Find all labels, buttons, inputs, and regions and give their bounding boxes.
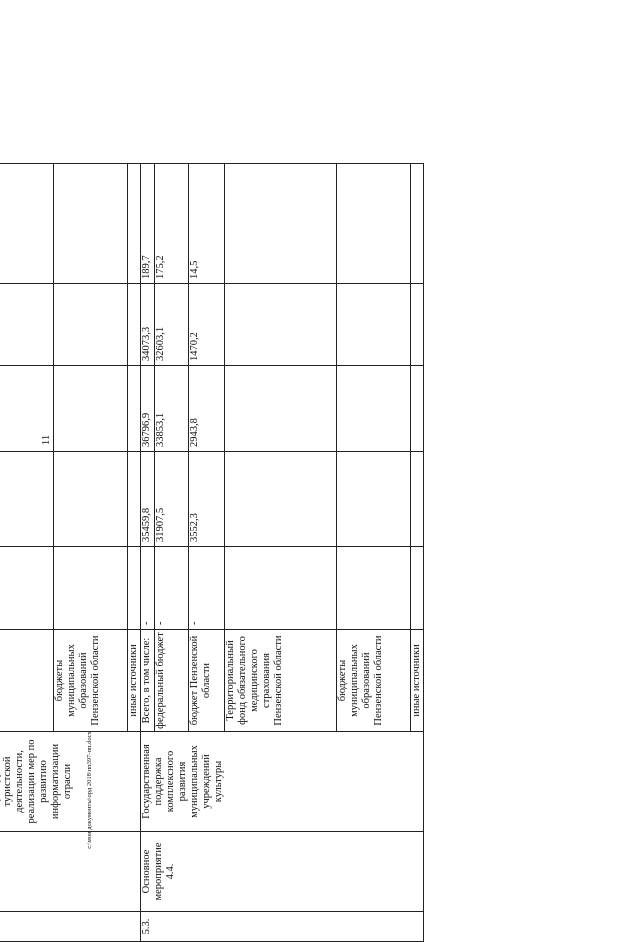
page-number: 11 bbox=[40, 434, 52, 446]
amount-cell bbox=[411, 164, 424, 284]
amount-cell: 34073,3 bbox=[141, 284, 155, 366]
amount-cell bbox=[0, 164, 54, 284]
amount-cell bbox=[128, 452, 141, 547]
amount-cell: - bbox=[141, 547, 155, 630]
funding-source: Всего, в том числе: bbox=[141, 630, 155, 732]
amount-cell: 36796,9 bbox=[141, 366, 155, 452]
amount-cell bbox=[225, 452, 337, 547]
amount-cell bbox=[411, 366, 424, 452]
amount-cell bbox=[128, 547, 141, 630]
amount-cell bbox=[337, 284, 411, 366]
amount-cell bbox=[411, 452, 424, 547]
funding-source: иные источники bbox=[128, 630, 141, 732]
financing-table bbox=[0, 163, 424, 942]
funding-source: бюджеты муниципальных образований Пензенской области bbox=[337, 630, 411, 732]
amount-cell: 14,5 bbox=[189, 164, 225, 284]
rotated-page bbox=[0, 164, 422, 942]
file-path-footer: c:\мои документы\орд 2018\пп397-пп.docx bbox=[86, 731, 93, 849]
amount-cell bbox=[225, 366, 337, 452]
amount-cell bbox=[128, 164, 141, 284]
amount-cell: 35459,8 bbox=[141, 452, 155, 547]
amount-cell bbox=[0, 452, 54, 547]
amount-cell: - bbox=[155, 547, 189, 630]
amount-cell bbox=[0, 366, 54, 452]
funding-source: иные источники bbox=[411, 630, 424, 732]
amount-cell: 175,2 bbox=[155, 164, 189, 284]
funding-source: федеральный бюджет bbox=[155, 630, 189, 732]
amount-cell bbox=[54, 284, 128, 366]
event-description: туристской деятельности, реализации мер по развитию информатизации отрасли bbox=[0, 732, 141, 832]
amount-cell bbox=[225, 547, 337, 630]
amount-cell bbox=[54, 547, 128, 630]
funding-source: бюджеты муниципальных образований Пензенской области bbox=[54, 630, 128, 732]
amount-cell: 3552,3 bbox=[189, 452, 225, 547]
funding-source: бюджет Пензенской области bbox=[189, 630, 225, 732]
amount-cell: - bbox=[189, 547, 225, 630]
amount-cell bbox=[0, 284, 54, 366]
amount-cell bbox=[225, 164, 337, 284]
funding-source bbox=[0, 630, 54, 732]
amount-cell bbox=[337, 164, 411, 284]
row-number: 5.3. bbox=[141, 912, 424, 942]
amount-cell: 32603,1 bbox=[155, 284, 189, 366]
event-description: Государственная поддержка комплексного развития муниципальных учреждений культуры bbox=[141, 732, 424, 832]
amount-cell bbox=[337, 366, 411, 452]
amount-cell: 33853,1 bbox=[155, 366, 189, 452]
amount-cell bbox=[128, 366, 141, 452]
amount-cell bbox=[411, 284, 424, 366]
event-name: Основное мероприятие 4.4. bbox=[141, 832, 424, 912]
amount-cell bbox=[128, 284, 141, 366]
amount-cell: 2943,8 bbox=[189, 366, 225, 452]
table-row bbox=[141, 164, 155, 942]
amount-cell bbox=[225, 284, 337, 366]
amount-cell bbox=[411, 547, 424, 630]
amount-cell: 31907,5 bbox=[155, 452, 189, 547]
table-body bbox=[0, 164, 424, 942]
amount-cell: 1470,2 bbox=[189, 284, 225, 366]
amount-cell bbox=[0, 547, 54, 630]
amount-cell bbox=[54, 366, 128, 452]
row-number bbox=[0, 912, 141, 942]
event-name bbox=[0, 832, 141, 912]
amount-cell bbox=[337, 547, 411, 630]
amount-cell: 189,7 bbox=[141, 164, 155, 284]
amount-cell bbox=[54, 452, 128, 547]
amount-cell bbox=[337, 452, 411, 547]
funding-source: Территориальный фонд обязательного медицинского страхования Пензенской области bbox=[225, 630, 337, 732]
amount-cell bbox=[54, 164, 128, 284]
